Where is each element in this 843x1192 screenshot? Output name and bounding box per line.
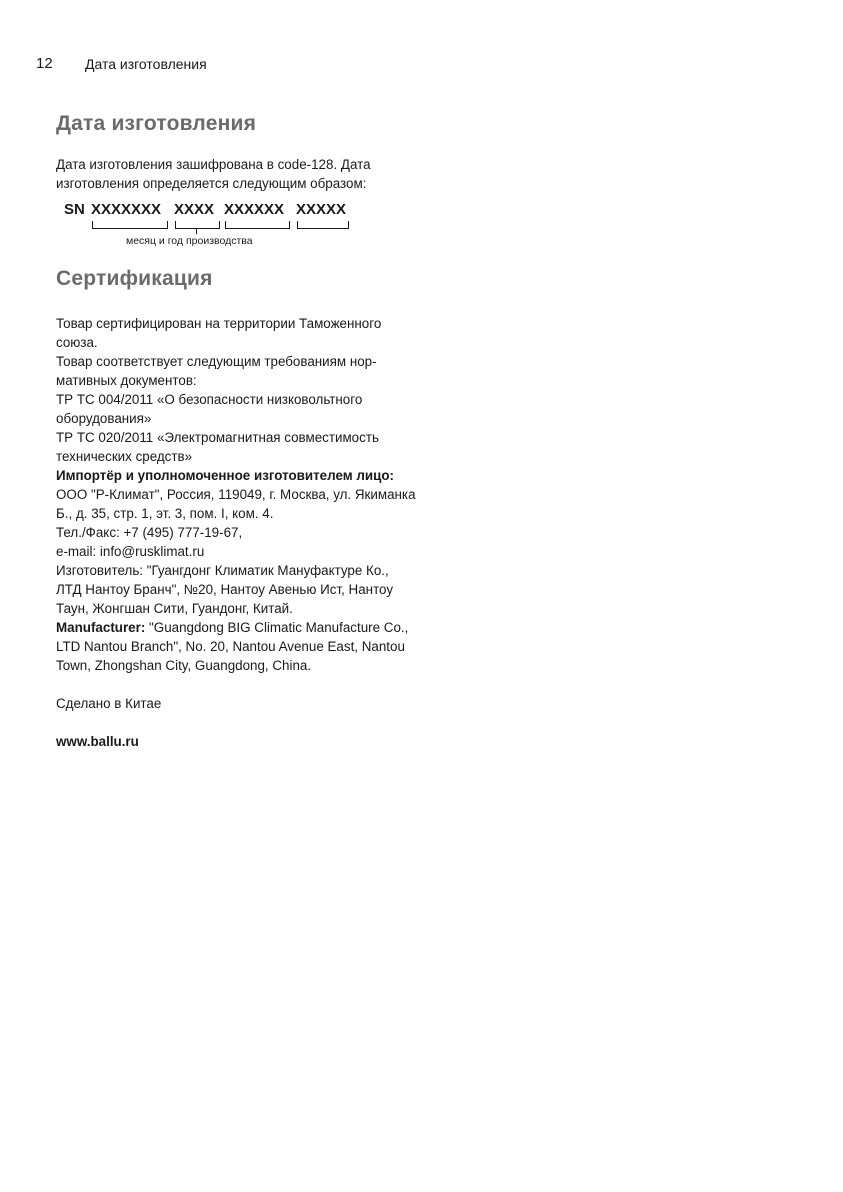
- importer-label: Импортёр и уполномоченное изготовителем лицо:: [56, 468, 394, 483]
- certification-body: [56, 314, 416, 751]
- sn-group-3: XXXXXX: [224, 201, 285, 218]
- cert-paragraph-4: ТР ТС 020/2011 «Электромагнитная совместимость технических средств»: [56, 430, 379, 464]
- serial-number-diagram: [56, 201, 416, 261]
- page-number: 12: [36, 55, 53, 72]
- bracket-3: [225, 221, 290, 229]
- bracket-4: [297, 221, 349, 229]
- bracket-1: [92, 221, 168, 229]
- cert-paragraph-1: Товар сертифицирован на территории Таможенного союза.: [56, 316, 382, 350]
- importer-text: ООО "Р-Климат", Россия, 119049, г. Москва, ул. Якиманка Б., д. 35, стр. 1, эт. 3, пом. I, ком. 4.: [56, 487, 416, 521]
- manufacturer-en: "Guangdong BIG Climatic Manufacture Co., LTD Nantou Branch", No. 20, Nantou Avenue East, Nantou Town, Zhongshan City, Guangdong, China.: [56, 620, 409, 673]
- manufacture-date-heading: Дата изготовления: [56, 112, 257, 135]
- bracket-pointer: [196, 228, 197, 234]
- email-line: e-mail: info@rusklimat.ru: [56, 544, 205, 559]
- sn-group-4: XXXXX: [296, 201, 347, 218]
- certification-heading: Сертификация: [56, 267, 213, 290]
- page-content: [56, 112, 416, 751]
- bracket-2: [175, 221, 220, 229]
- phone-line: Тел./Факс: +7 (495) 777-19-67,: [56, 525, 243, 540]
- sn-note: месяц и год производства: [126, 235, 253, 247]
- sn-prefix: SN: [64, 201, 85, 218]
- cert-paragraph-2: Товар соответствует следующим требованиям нор-мативных документов:: [56, 354, 377, 388]
- manufacturer-label: Manufacturer:: [56, 620, 146, 635]
- running-header: Дата изготовления: [85, 56, 207, 72]
- website-link[interactable]: www.ballu.ru: [56, 734, 139, 749]
- importer-paragraph: [56, 466, 416, 523]
- sn-group-1: XXXXXXX: [91, 201, 162, 218]
- cert-paragraph-3: ТР ТС 004/2011 «О безопасности низковольтного оборудования»: [56, 392, 363, 426]
- made-in-line: Сделано в Китае: [56, 696, 162, 711]
- manufacture-date-text: Дата изготовления зашифрована в code-128. Дата изготовления определяется следующим образом:: [56, 157, 371, 191]
- sn-group-2: XXXX: [174, 201, 215, 218]
- manufacturer-en-paragraph: [56, 618, 416, 675]
- manufacturer-ru: Изготовитель: "Гуангдонг Климатик Мануфактуре Ко., ЛТД Нантоу Бранч", №20, Нантоу Авенью Ист, Нантоу Таун, Жонгшан Сити, Гуандонг, Китай.: [56, 563, 394, 616]
